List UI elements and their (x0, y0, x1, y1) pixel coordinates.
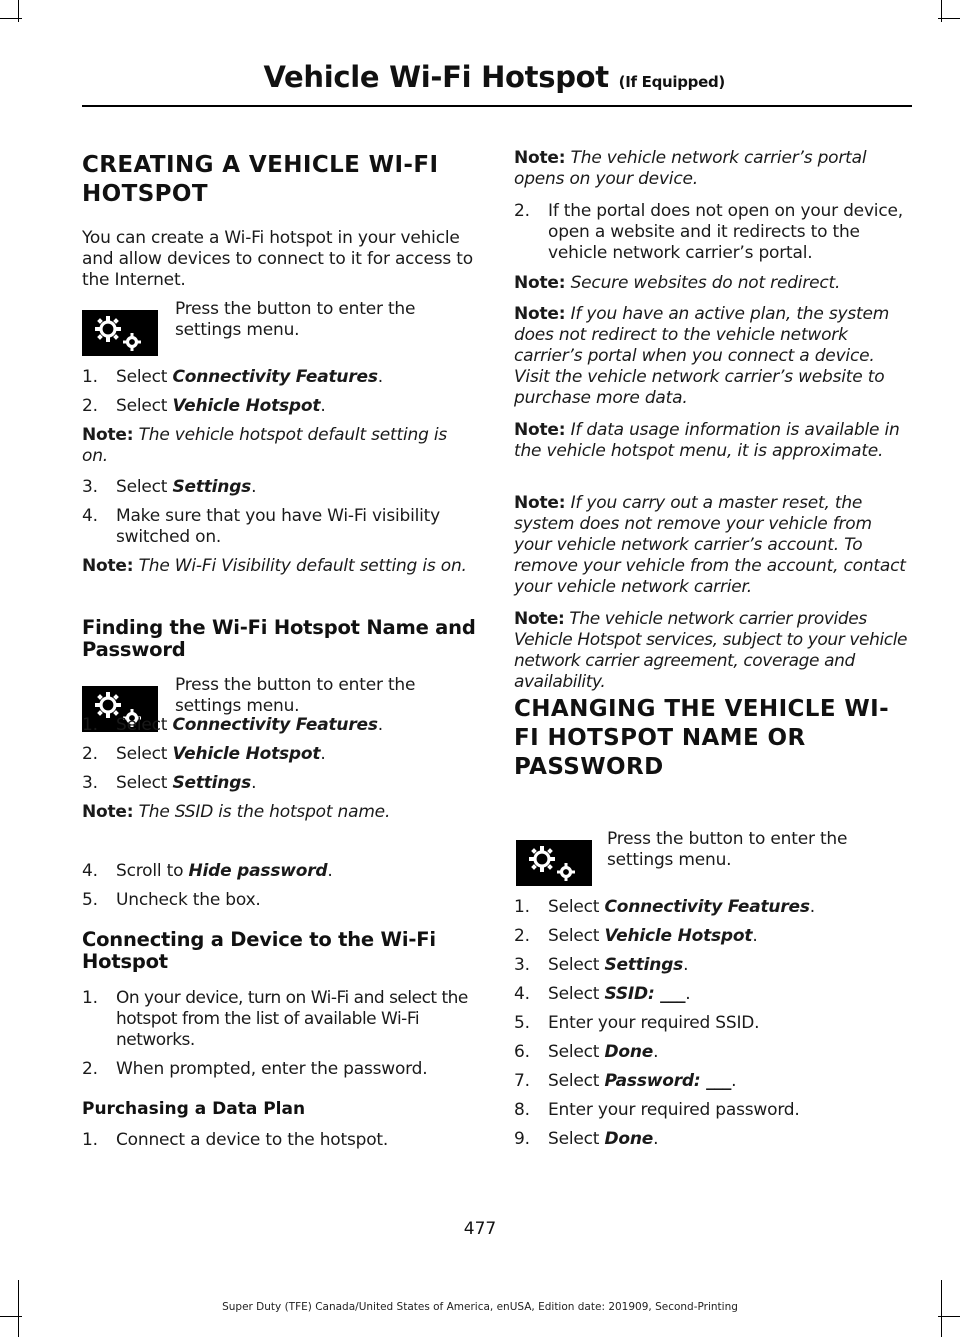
note-label: Note: (514, 273, 566, 293)
note-label: Note: (82, 425, 134, 445)
note-label: Note: (514, 148, 566, 168)
list-text: Uncheck the box. (116, 890, 261, 910)
list-text: Select (116, 396, 173, 416)
note (82, 425, 478, 467)
list-number: 1. (82, 1130, 98, 1150)
list-text: . (685, 984, 691, 1004)
list-number: 1. (82, 367, 98, 387)
list-number: 4. (82, 506, 98, 526)
note-text: If you have an active plan, the system does not redirect to the vehicle network carrier’s portal when you connect a device. Visit the vehicle network carrier’s website to purchase more data. (514, 304, 890, 408)
list-number: 2. (82, 1059, 98, 1079)
note-label: Note: (514, 304, 566, 324)
crop-mark (0, 18, 22, 19)
list-text: . (731, 1071, 737, 1091)
list-text: . (683, 955, 689, 975)
list-number: 5. (514, 1013, 530, 1033)
list-text: . (251, 477, 257, 497)
list-text: Select (548, 955, 605, 975)
note (514, 420, 910, 462)
note (82, 802, 478, 823)
section-heading-changing (514, 694, 889, 783)
list-text: . (752, 926, 758, 946)
menu-option: Settings (172, 773, 252, 793)
list-text: . (251, 773, 257, 793)
menu-option: Password: ___ (604, 1071, 732, 1091)
menu-option: Connectivity Features (604, 897, 810, 917)
list-item (82, 988, 478, 1052)
note (514, 304, 910, 409)
note (82, 556, 478, 577)
heading-line: CHANGING THE VEHICLE WI- (514, 696, 890, 722)
menu-option: Connectivity Features (172, 715, 378, 735)
note-text: The vehicle network carrier’s portal opens on your device. (514, 148, 867, 189)
heading-line: CREATING A VEHICLE WI-FI (82, 152, 439, 178)
list-text: . (653, 1129, 659, 1149)
note (514, 493, 910, 598)
subsection-heading-connecting: Connecting a Device to the Wi-Fi Hotspot (82, 928, 436, 973)
header-subtitle: (If Equipped) (618, 73, 725, 91)
subsection-heading-purchasing: Purchasing a Data Plan (82, 1099, 306, 1119)
list-text: Select (548, 897, 605, 917)
press-button-text: Press the button to enter the settings menu. (175, 675, 416, 716)
note-label: Note: (82, 802, 134, 822)
page-header (263, 60, 725, 94)
list-number: 3. (82, 773, 98, 793)
list-text: Select (116, 367, 173, 387)
list-text: Select (116, 477, 173, 497)
list-text: Select (116, 744, 173, 764)
header-title: Vehicle Wi-Fi Hotspot (263, 60, 609, 94)
menu-option: Settings (172, 477, 252, 497)
page-footer: Super Duty (TFE) Canada/United States of America, enUSA, Edition date: 201909, Second-Printing (222, 1301, 738, 1313)
list-text: Make sure that you have Wi-Fi visibility switched on. (116, 506, 440, 547)
note-text: Secure websites do not redirect. (565, 273, 841, 293)
list-number: 6. (514, 1042, 530, 1062)
list-text: . (653, 1042, 659, 1062)
list-text: Connect a device to the hotspot. (116, 1130, 389, 1150)
list-text: . (377, 715, 383, 735)
list-number: 1. (82, 988, 98, 1008)
page-number: 477 (463, 1219, 497, 1239)
press-button-text: Press the button to enter the settings menu. (175, 299, 416, 340)
crop-mark (0, 1316, 22, 1317)
menu-option: Vehicle Hotspot (604, 926, 753, 946)
list-text: . (377, 367, 383, 387)
list-text: Enter your required password. (548, 1100, 800, 1120)
list-text: Select (548, 1129, 605, 1149)
list-text: If the portal does not open on your device, open a website and it redirects to the vehicle network carrier’s portal. (548, 201, 903, 263)
list-text: Enter your required SSID. (548, 1013, 760, 1033)
note-label: Note: (514, 420, 566, 440)
list-text: On your device, turn on Wi-Fi and select the hotspot from the list of available Wi-Fi networks. (116, 988, 468, 1050)
list-number: 7. (514, 1071, 530, 1091)
list-text: Select (548, 984, 605, 1004)
subsection-heading-finding: Finding the Wi-Fi Hotspot Name and Password (82, 616, 476, 661)
settings-gears-icon (516, 840, 592, 886)
menu-option: Connectivity Features (172, 367, 378, 387)
list-text: Select (116, 715, 173, 735)
list-text: . (320, 744, 326, 764)
list-number: 2. (514, 201, 530, 221)
menu-option: SSID: ___ (604, 984, 686, 1004)
list-item (514, 201, 910, 265)
list-number: 1. (82, 715, 98, 735)
list-number: 8. (514, 1100, 530, 1120)
note-text: The Wi-Fi Visibility default setting is on. (133, 556, 467, 576)
list-number: 4. (514, 984, 530, 1004)
list-text: When prompted, enter the password. (116, 1059, 428, 1079)
intro-paragraph: You can create a Wi-Fi hotspot in your vehicle and allow devices to connect to it for access to the Internet. (82, 228, 473, 290)
note-text: The vehicle network carrier provides Vehicle Hotspot services, subject to your vehicle network carrier agreement, coverage and availability. (514, 609, 908, 692)
list-text: Scroll to (116, 861, 189, 881)
note-label: Note: (514, 609, 565, 629)
list-number: 1. (514, 897, 530, 917)
menu-option: Done (604, 1129, 654, 1149)
list-item (82, 506, 478, 550)
list-text: Select (548, 1071, 605, 1091)
note-label: Note: (514, 493, 566, 513)
section-heading-creating (82, 150, 438, 210)
menu-option: Settings (604, 955, 684, 975)
heading-line: HOTSPOT (82, 181, 208, 207)
settings-gears-icon (82, 310, 158, 356)
list-number: 9. (514, 1129, 530, 1149)
list-number: 5. (82, 890, 98, 910)
menu-option: Hide password (188, 861, 328, 881)
list-text: . (809, 897, 815, 917)
list-number: 4. (82, 861, 98, 881)
list-number: 2. (82, 396, 98, 416)
note-text: The vehicle hotspot default setting is on. (82, 425, 448, 466)
list-number: 3. (82, 477, 98, 497)
list-text: Select (116, 773, 173, 793)
menu-option: Vehicle Hotspot (172, 396, 321, 416)
menu-option: Vehicle Hotspot (172, 744, 321, 764)
list-number: 3. (514, 955, 530, 975)
crop-mark (938, 1316, 960, 1317)
note-text: If you carry out a master reset, the system does not remove your vehicle from your vehicle network carrier’s account. To remove your vehicle from the account, contact your vehicle network carrier. (514, 493, 906, 597)
heading-line: PASSWORD (514, 754, 664, 780)
heading-line: FI HOTSPOT NAME OR (514, 725, 806, 751)
note (514, 148, 910, 190)
list-text: . (327, 861, 333, 881)
note-label: Note: (82, 556, 134, 576)
note-text: The SSID is the hotspot name. (133, 802, 391, 822)
note (514, 609, 910, 693)
note-text: If data usage information is available in the vehicle hotspot menu, it is approximate. (514, 420, 900, 461)
list-number: 2. (514, 926, 530, 946)
menu-option: Done (604, 1042, 654, 1062)
list-text: . (320, 396, 326, 416)
list-text: Select (548, 1042, 605, 1062)
header-rule (82, 105, 912, 107)
list-number: 2. (82, 744, 98, 764)
crop-mark (938, 18, 960, 19)
note (514, 273, 910, 294)
press-button-text: Press the button to enter the settings menu. (607, 829, 848, 870)
list-text: Select (548, 926, 605, 946)
